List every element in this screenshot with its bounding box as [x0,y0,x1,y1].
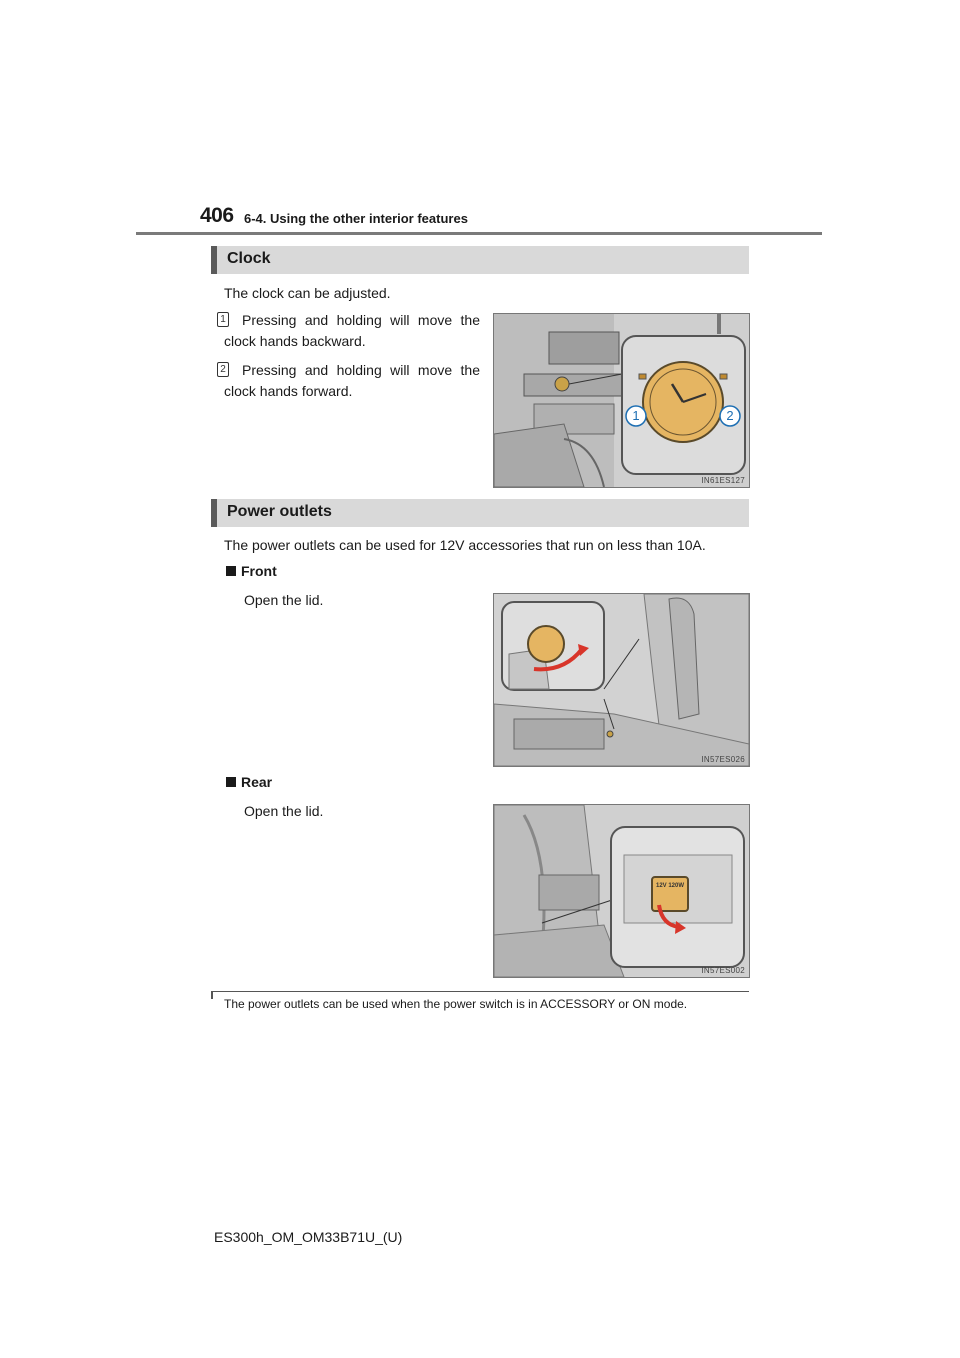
clock-heading: Clock [227,250,271,267]
outlet-rating-label: 12V 120W [655,883,685,889]
figure-id: IN57ES002 [701,966,745,975]
clock-figure [493,313,750,488]
page-number: 406 [200,204,234,227]
figure-id: IN61ES127 [701,476,745,485]
front-console-illustration [494,594,749,766]
rear-console-illustration [494,805,749,977]
note-text: The power outlets can be used when the power switch is in ACCESSORY or ON mode. [224,997,688,1011]
front-label: Front [241,563,277,579]
rear-outlet-figure [493,804,750,978]
step-number-1: 1 [217,312,229,327]
document-code: ES300h_OM_OM33B71U_(U) [214,1229,403,1245]
figure-id: IN57ES026 [701,755,745,764]
front-instruction: Open the lid. [244,592,324,608]
square-bullet-icon [226,566,236,576]
rear-instruction: Open the lid. [244,803,324,819]
header-rule [136,232,822,235]
power-outlets-intro: The power outlets can be used for 12V accessories that run on less than 10A. [224,537,706,553]
power-outlets-heading: Power outlets [227,503,332,520]
step-number-2: 2 [217,362,229,377]
note-bar [211,991,213,999]
clock-intro: The clock can be adjusted. [224,285,391,301]
callout-2: 2 [726,408,734,423]
clock-heading-bar [211,246,749,274]
note-rule [211,991,749,992]
power-outlets-heading-bar [211,499,749,527]
step-text-1: Pressing and holding will move the clock hands backward. [224,312,480,349]
front-subheading [226,563,277,579]
step-text-2: Pressing and holding will move the clock hands forward. [224,362,480,399]
callout-1: 1 [632,408,640,423]
rear-subheading [226,774,272,790]
section-title: 6-4. Using the other interior features [244,211,468,226]
rear-label: Rear [241,774,273,790]
square-bullet-icon [226,777,236,787]
front-outlet-figure [493,593,750,767]
dashboard-clock-illustration [494,314,749,487]
